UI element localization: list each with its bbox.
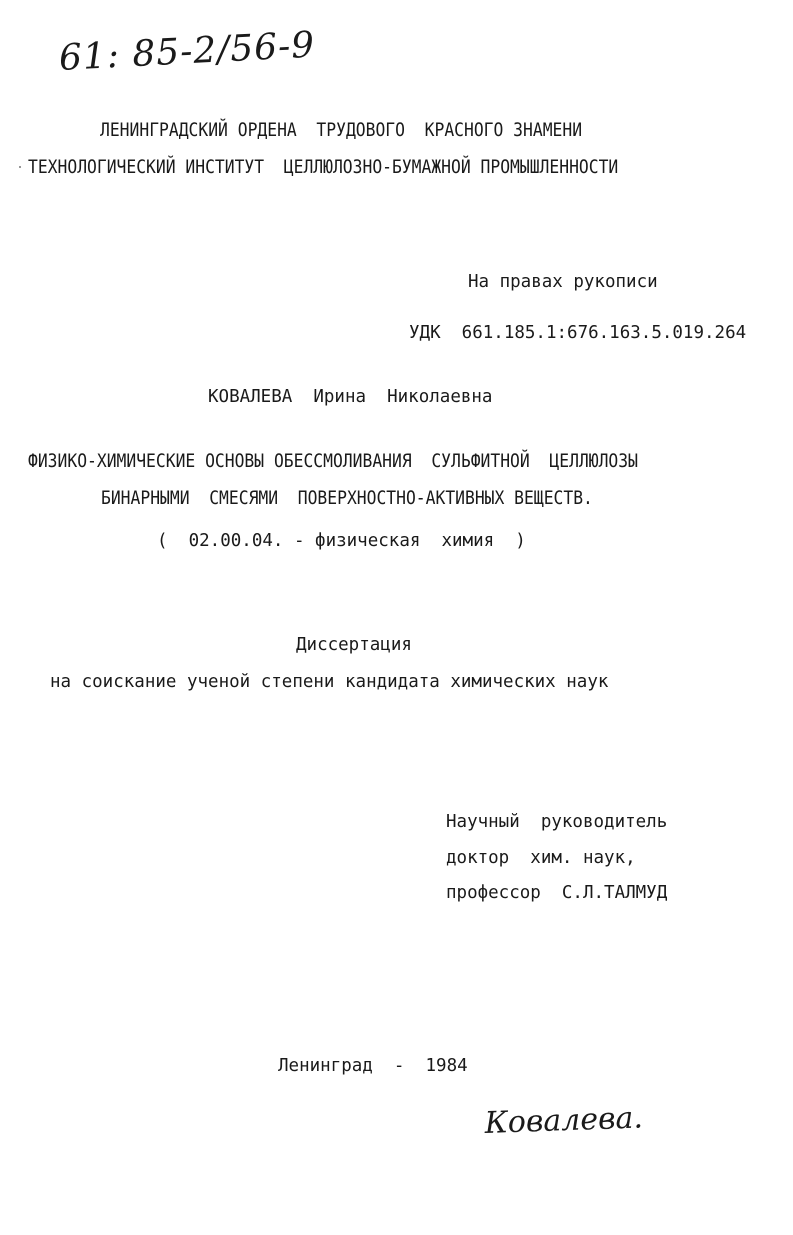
supervisor-degree: доктор хим. наук, bbox=[446, 848, 636, 868]
place-year: Ленинград - 1984 bbox=[278, 1056, 468, 1076]
supervisor-title: Научный руководитель bbox=[446, 812, 668, 832]
title-line-2: БИНАРНЫМИ СМЕСЯМИ ПОВЕРХНОСТНО-АКТИВНЫХ ВЕЩЕСТВ. bbox=[101, 487, 593, 509]
author-name: КОВАЛЕВА Ирина Николаевна bbox=[208, 387, 493, 407]
institution-line-1: ЛЕНИНГРАДСКИЙ ОРДЕНА ТРУДОВОГО КРАСНОГО ЗНАМЕНИ bbox=[100, 119, 583, 141]
institution-line-2: ТЕХНОЛОГИЧЕСКИЙ ИНСТИТУТ ЦЕЛЛЮЛОЗНО-БУМАЖНОЙ ПРОМЫШЛЕННОСТИ bbox=[28, 156, 619, 178]
supervisor-name: профессор С.Л.ТАЛМУД bbox=[446, 883, 668, 903]
specialty-code: ( 02.00.04. - физическая химия ) bbox=[157, 531, 526, 551]
manuscript-rights: На правах рукописи bbox=[468, 272, 658, 292]
udk-code: УДК 661.185.1:676.163.5.019.264 bbox=[409, 323, 747, 343]
author-signature: Ковалева. bbox=[484, 1100, 644, 1141]
archive-number: 61: 85-2/56-9 bbox=[58, 24, 317, 79]
degree-line: на соискание ученой степени кандидата химических наук bbox=[50, 672, 609, 692]
margin-mark bbox=[19, 166, 21, 168]
document-type: Диссертация bbox=[296, 635, 412, 655]
title-line-1: ФИЗИКО-ХИМИЧЕСКИЕ ОСНОВЫ ОБЕССМОЛИВАНИЯ СУЛЬФИТНОЙ ЦЕЛЛЮЛОЗЫ bbox=[28, 450, 638, 472]
